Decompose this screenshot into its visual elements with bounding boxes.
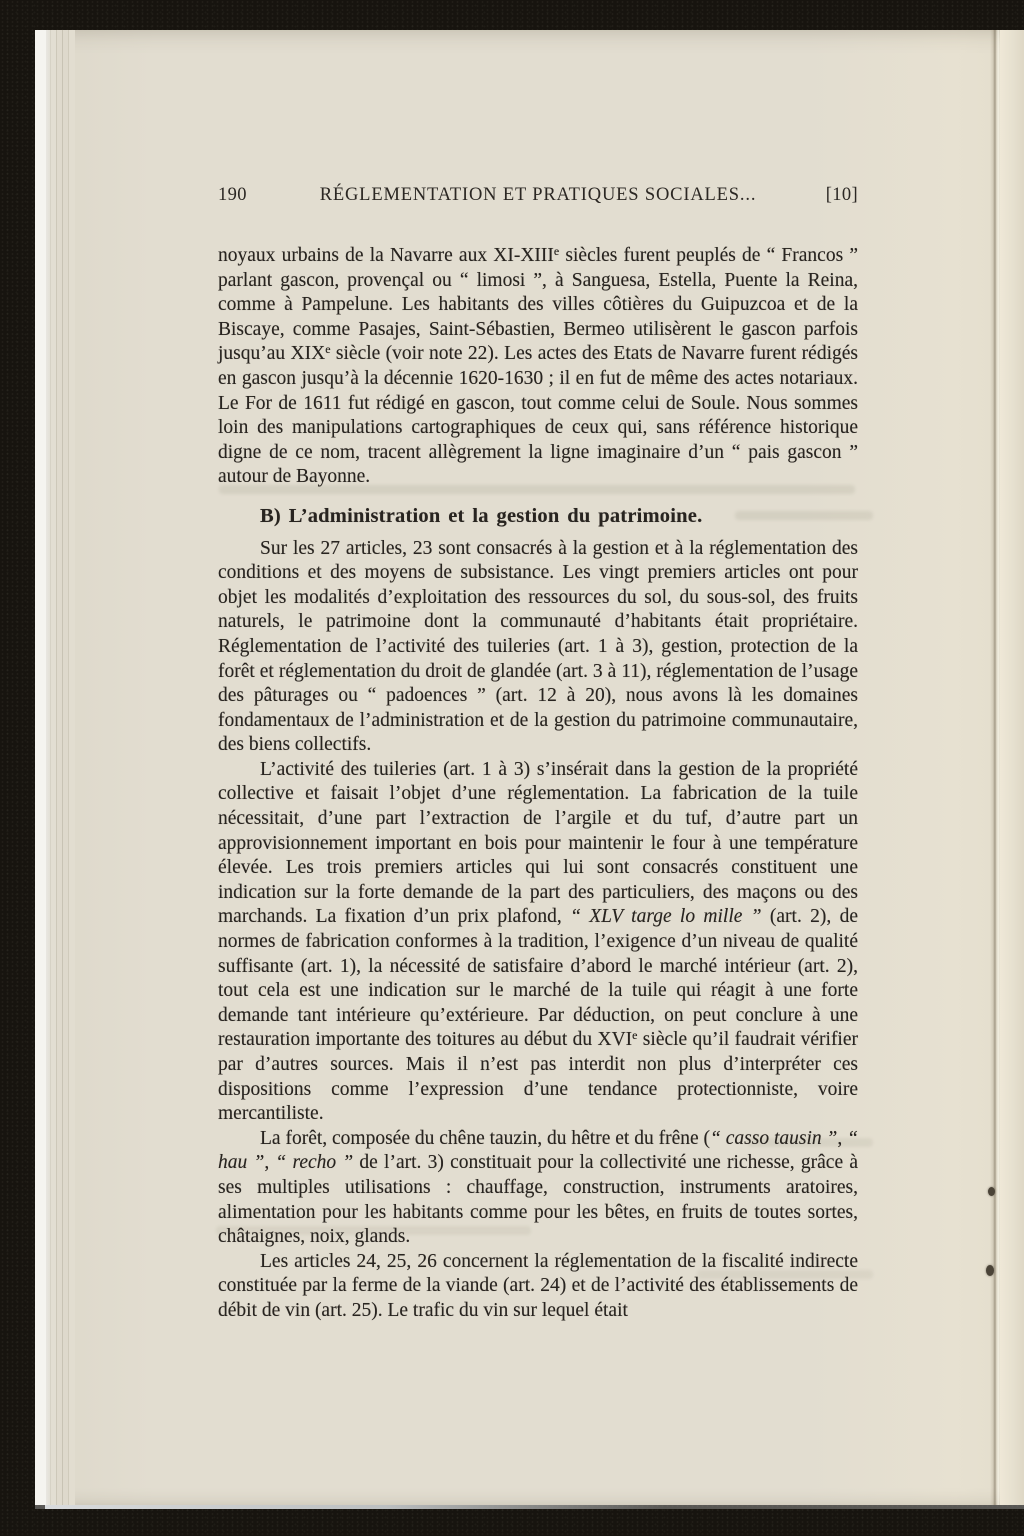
body-text [218,244,858,1324]
under-page-edge [45,1505,665,1509]
text-run: , [837,1127,848,1149]
running-header [218,185,858,210]
text-run: siècle (voir note 22). Les actes des Etats de Navarre furent rédigés en gascon jusqu’à la décennie 1620-1630 ; il en fut de même des actes notariaux. Le For de 1611 fut rédigé en gascon, tout comme celui de Soule. Nous sommes loin des manipulations cartographiques de ceux qui, sans référence historique digne de ce nom, tracent allègrement la ligne imaginaire d’un “ pais gascon ” autour de Bayonne. [218,343,858,488]
binding-thread-speck [988,1187,995,1196]
text-run: de l’art. 3) constituait pour la collectivité une richesse, grâce à ses multiples utilisations : chauffage, construction, instruments aratoires, alimentation pour les habitants comme pour les bêtes, en fruits de toutes sortes, châtaignes, noix, glands. [218,1152,858,1248]
margin-reference: [10] [825,185,858,205]
binding-thread-speck [986,1265,994,1276]
text-run: noyaux urbains de la Navarre aux XI-XIII [218,245,554,266]
paragraph-foret [218,1127,858,1250]
text-run: La forêt, composée du chêne tauzin, du hêtre et du frêne ( [260,1127,711,1149]
text-run: “ XLV targe lo mille ” [570,906,762,928]
text-run: L’activité des tuileries (art. 1 à 3) s’insérait dans la gestion de la propriété collective et faisait l’objet d’une réglementation. La fabrication de la tuile nécessitait, d’une part l’extraction de l’argile et du tuf, d’autre part un approvisionnement important en bois pour maintenir le four à une température élevée. Les trois premiers articles qui lui sont consacrés constituent une indication sur la forte demande de la part des particuliers, des maçons ou des marchands. La fixation d’un prix plafond, [218,758,858,928]
facing-page-edge [1000,30,1024,1505]
section-heading: B) L’administration et la gestion du patrimoine. [260,504,703,527]
paragraph-27-articles [218,537,858,758]
text-run: Les articles 24, 25, 26 concernent la réglementation de la fiscalité indirecte constituée par la ferme de la viande (art. 24) et de l’activité des établissements de débit de vin (art. 25). Le trafic du vin sur lequel était [218,1250,858,1321]
text-run: , [264,1152,276,1174]
text-run: siècle qu’il faudrait vérifier par d’autres sources. Mais il n’est pas interdit non plus d’interpréter ces dispositions comme l’expression d’une tendance protectionniste, voire mercantiliste. [218,1029,859,1125]
paragraph-tuileries [218,758,858,1127]
page-stack-edge [35,30,75,1505]
text-run: (art. 2), de normes de fabrication conformes à la tradition, l’exigence d’un niveau de qualité suffisante (art. 1), la nécessité de satisfaire d’abord le marché intérieur (art. 2), tout cela est une indication sur le marché de la tuile qui réagit à une forte demande tant intérieure qu’extérieure. Par déduction, on peut conclure à une restauration importante des toitures au début du XVI [218,906,858,1051]
text-run: siècles furent peuplés de “ Francos ” parlant gascon, provençal ou “ limosi ”, à Sanguesa, Estella, Puente la Reina, comme à Pampelune. Les habitants des villes côtières du Guipuzcoa et de la Biscaye, comme Pasajes, Saint-Sébastien, Bermeo utilisèrent le gascon parfois jusqu’au XIX [218,245,858,365]
text-run: Sur les 27 articles, 23 sont consacrés à la gestion et à la réglementation des conditions et des moyens de subsistance. Les vingt premiers articles ont pour objet les modalités d’exploitation des ressources du sol, du sous-sol, des fruits naturels, le patrimoine dont la communauté d’habitants était propriétaire. Réglementation de l’activité des tuileries (art. 1 à 3), gestion, protection de la forêt et réglementation du droit de glandée (art. 3 à 11), réglementation de l’usage des pâturages ou “ padoences ” (art. 12 à 20), nous avons là les domaines fondamentaux de l’administration et de la gestion du patrimoine communautaire, des biens collectifs. [218,537,858,756]
paragraph-navarre-gascon [218,244,858,490]
printed-text-block [218,185,858,1324]
text-run: e [325,342,331,357]
page-number: 190 [218,185,247,205]
text-run: “ casso tausin ” [710,1127,838,1149]
book-page [35,30,1024,1505]
binding-gutter-crease [990,30,1000,1505]
text-run: “ hau ” [218,1127,859,1174]
paragraph-fiscalite [218,1250,858,1324]
text-run: “ recho ” [275,1152,354,1174]
running-title: RÉGLEMENTATION ET PRATIQUES SOCIALES... [319,185,757,205]
text-run: e [553,244,560,258]
text-run: e [632,1028,638,1043]
